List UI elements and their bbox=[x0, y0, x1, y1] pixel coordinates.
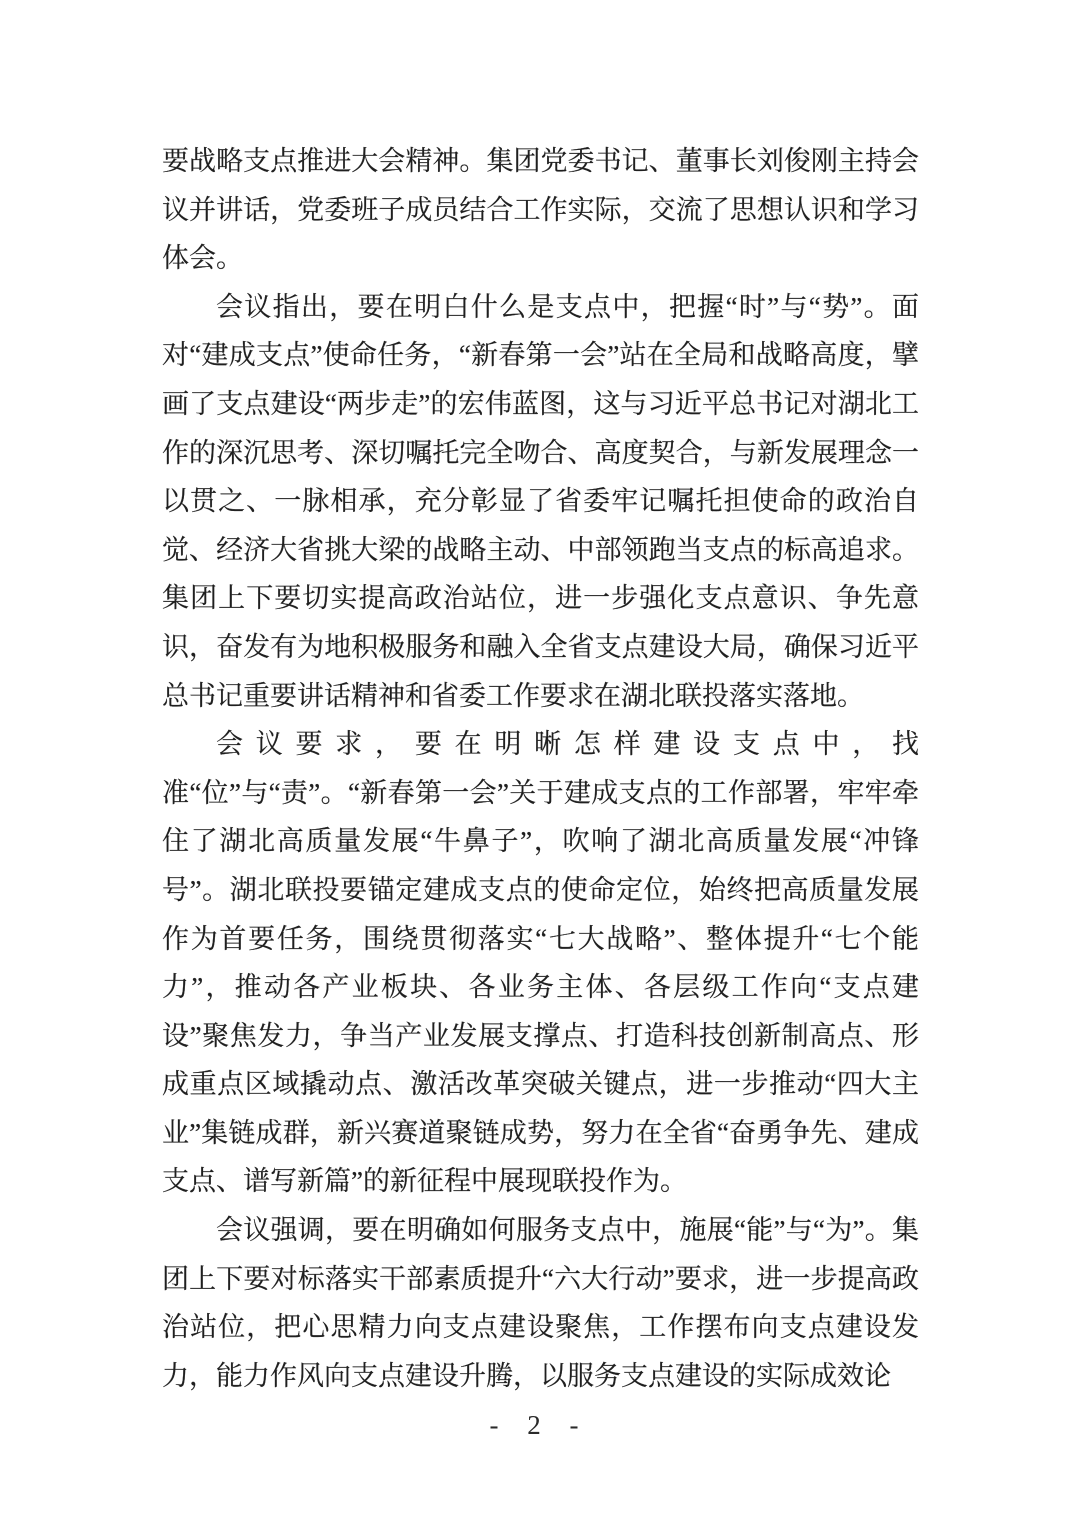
paragraph-meeting-pointed-out: 会议指出，要在明白什么是支点中，把握“时”与“势”。面对“建成支点”使命任务，“新春第一会”站在全局和战略高度，擘画了支点建设“两步走”的宏伟蓝图，这与习近平总书记对湖北工作的深沉思考、深切嘱托完全吻合、高度契合，与新发展理念一以贯之、一脉相承，充分彰显了省委牢记嘱托担使命的政治自觉、经济大省挑大梁的战略主动、中部领跑当支点的标高追求。集团上下要切实提高政治站位，进一步强化支点意识、争先意识，奋发有为地积极服务和融入全省支点建设大局，确保习近平总书记重要讲话精神和省委工作要求在湖北联投落实落地。 bbox=[162, 291, 919, 711]
paragraph-meeting-required: 会议要求，要在明晰怎样建设支点中，找准“位”与“责”。“新春第一会”关于建成支点的工作部署，牢牢牵住了湖北高质量发展“牛鼻子”，吹响了湖北高质量发展“冲锋号”。湖北联投要锚定建成支点的使命定位，始终把高质量发展作为首要任务，围绕贯彻落实“七大战略”、整体提升“七个能力”，推动各产业板块、各业务主体、各层级工作向“支点建设”聚焦发力，争当产业发展支撑点、打造科技创新制高点、形成重点区域撬动点、激活改革突破关键点，进一步推动“四大主业”集链成群，新兴赛道聚链成势，努力在全省“奋勇争先、建成支点、谱写新篇”的新征程中展现联投作为。 bbox=[162, 729, 919, 1197]
page-number: - 2 - bbox=[489, 1410, 585, 1440]
paragraph-meeting-emphasized: 会议强调，要在明确如何服务支点中，施展“能”与“为”。集团上下要对标落实干部素质提升“六大行动”要求，进一步提高政治站位，把心思精力向支点建设聚焦，工作摆布向支点建设发力，能力作风向支点建设升腾，以服务支点建设的实际成效论 bbox=[162, 1215, 919, 1391]
paragraph-continuation: 要战略支点推进大会精神。集团党委书记、董事长刘俊刚主持会议并讲话，党委班子成员结合工作实际，交流了思想认识和学习体会。 bbox=[162, 146, 919, 274]
page-footer bbox=[0, 1408, 1074, 1442]
document-body bbox=[162, 137, 919, 1400]
